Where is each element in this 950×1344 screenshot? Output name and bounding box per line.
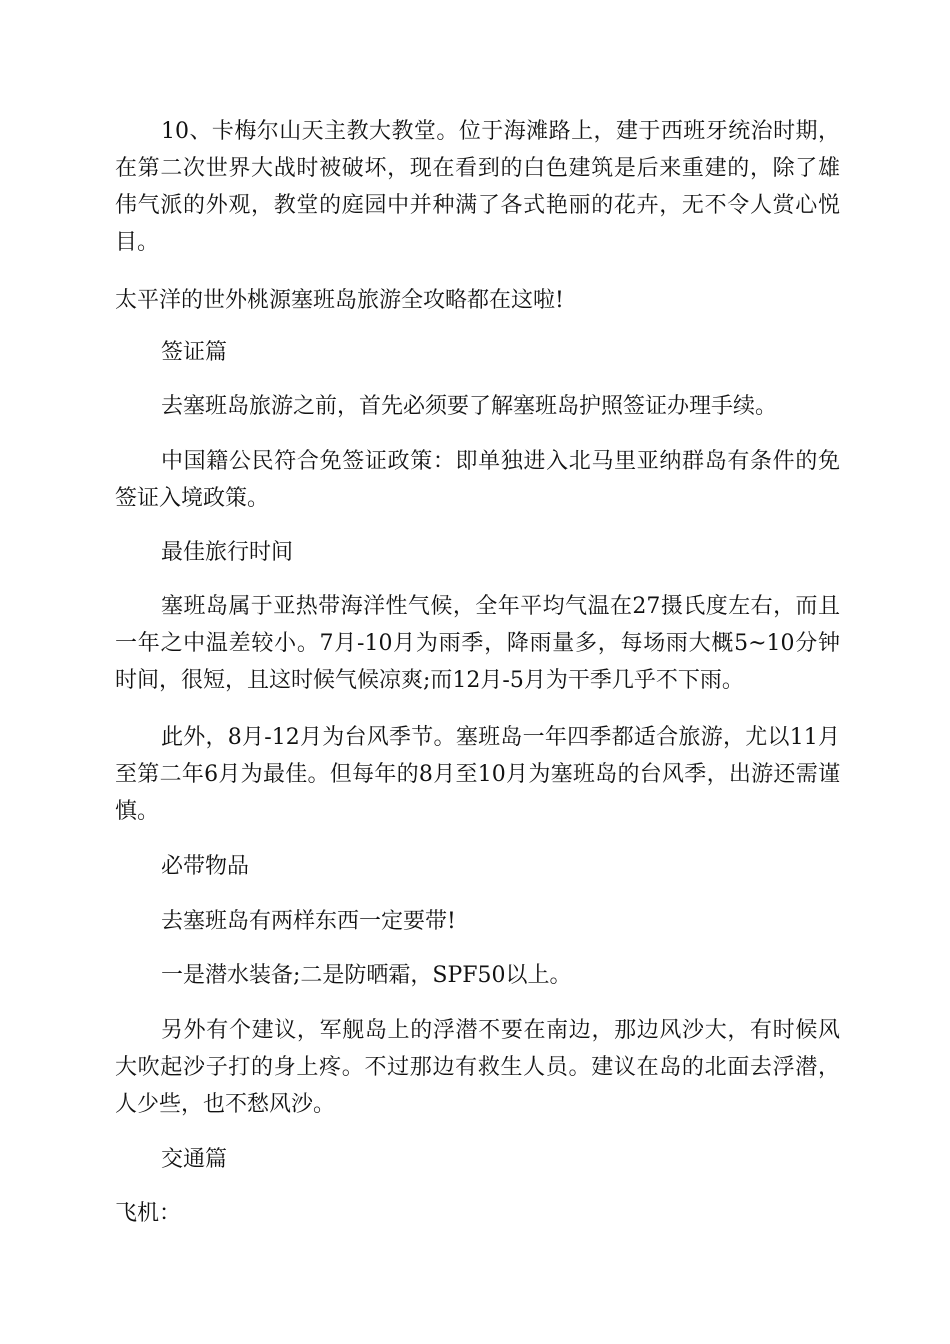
paragraph-climate: 塞班岛属于亚热带海洋性气候，全年平均气温在27摄氏度左右，而且一年之中温差较小。7月-10月为雨季，降雨量多，每场雨大概5~10分钟时间，很短，且这时候气候凉爽;而12月-5月为干季几乎不下雨。 xyxy=(115,594,840,693)
paragraph-guide-title: 太平洋的世外桃源塞班岛旅游全攻略都在这啦! xyxy=(115,288,564,313)
section-heading-best-time: 最佳旅行时间 xyxy=(161,540,294,565)
paragraph-typhoon: 此外，8月-12月为台风季节。塞班岛一年四季都适合旅游，尤以11月至第二年6月为最佳。但每年的8月至10月为塞班岛的台风季，出游还需谨慎。 xyxy=(115,725,840,824)
paragraph-snorkel-advice: 另外有个建议，军舰岛上的浮潜不要在南边，那边风沙大，有时候风大吹起沙子打的身上疼。不过那边有救生人员。建议在岛的北面去浮潜，人少些，也不愁风沙。 xyxy=(115,1018,840,1117)
paragraph-visa-intro: 去塞班岛旅游之前，首先必须要了解塞班岛护照签证办理手续。 xyxy=(161,394,778,419)
section-heading-visa: 签证篇 xyxy=(161,340,228,365)
paragraph-must-bring: 去塞班岛有两样东西一定要带! xyxy=(161,909,456,934)
paragraph-cathedral: 10、卡梅尔山天主教大教堂。位于海滩路上，建于西班牙统治时期，在第二次世界大战时被破坏，现在看到的白色建筑是后来重建的，除了雄伟气派的外观，教堂的庭园中并种满了各式艳丽的花卉，无不令人赏心悦目。 xyxy=(115,119,840,255)
paragraph-visa-policy: 中国籍公民符合免签证政策：即单独进入北马里亚纳群岛有条件的免签证入境政策。 xyxy=(115,449,840,511)
section-heading-essentials: 必带物品 xyxy=(161,854,250,879)
section-heading-transport: 交通篇 xyxy=(161,1147,228,1172)
paragraph-airplane: 飞机： xyxy=(115,1201,182,1226)
paragraph-gear: 一是潜水装备;二是防晒霜，SPF50以上。 xyxy=(161,963,572,988)
